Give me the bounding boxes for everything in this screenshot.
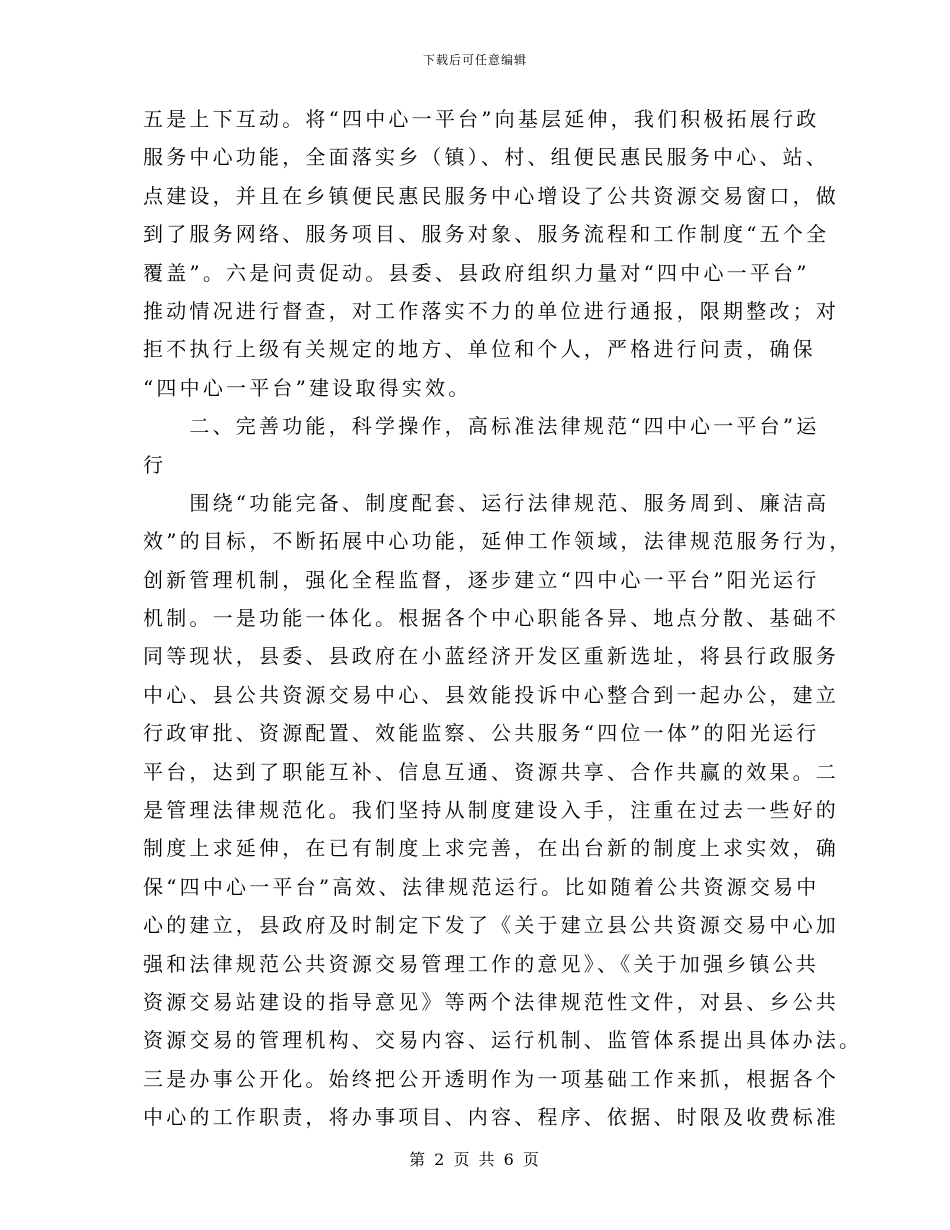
text-line: 平台，达到了职能互补、信息互通、资源共享、合作共赢的效果。二 [143,759,839,784]
text-line: 到了服务网络、服务项目、服务对象、服务流程和工作制度“五个全 [143,222,830,247]
page-number-footer: 第 2 页 共 6 页 [409,1150,541,1169]
text-line: 创新管理机制，强化全程监督，逐步建立“四中心一平台”阳光运行 [143,567,820,592]
text-line: 行政审批、资源配置、效能监察、公共服务“四位一体”的阳光运行 [143,721,820,746]
text-line: 三是办事公开化。始终把公开透明作为一项基础工作来抓，根据各个 [143,1066,839,1091]
page-header-note: 下载后可任意编辑 [422,53,527,67]
text-line: 围绕“功能完备、制度配套、运行法律规范、服务周到、廉洁高 [143,490,830,515]
text-line: 中心的工作职责，将办事项目、内容、程序、依据、时限及收费标准 [143,1105,839,1130]
text-line: 资源交易的管理机构、交易内容、运行机制、监管体系提出具体办法。 [143,1028,863,1053]
text-line: 心的建立，县政府及时制定下发了《关于建立县公共资源交易中心加 [143,913,839,938]
text-line: 覆盖”。六是问责促动。县委、县政府组织力量对“四中心一平台” [143,260,810,285]
body-text [143,100,863,1137]
text-line: 五是上下互动。将“四中心一平台”向基层延伸，我们积极拓展行政 [143,107,820,131]
text-line: 服务中心功能，全面落实乡（镇）、村、组便民惠民服务中心、站、 [143,145,829,170]
text-line: 同等现状，县委、县政府在小蓝经济开发区重新选址，将县行政服务 [143,644,839,669]
text-line: 制度上求延伸，在已有制度上求完善，在出台新的制度上求实效，确 [143,836,839,861]
text-line: 拒不执行上级有关规定的地方、单位和个人，严格进行问责，确保 [143,337,816,362]
text-line: 强和法律规范公共资源交易管理工作的意见》、《关于加强乡镇公共 [143,951,819,976]
text-line: 效”的目标，不断拓展中心功能，延伸工作领域，法律规范服务行为， [143,529,853,554]
section-heading-line: 二、完善功能，科学操作，高标准法律规范“四中心一平台”运 [143,414,820,439]
text-line: 保“四中心一平台”高效、法律规范运行。比如随着公共资源交易中 [143,874,820,899]
text-line: 推动情况进行督查，对工作落实不力的单位进行通报，限期整改；对 [143,298,839,323]
text-line: “四中心一平台”建设取得实效。 [143,375,472,400]
text-line: 机制。一是功能一体化。根据各个中心职能各异、地点分散、基础不 [143,606,839,631]
text-line: 资源交易站建设的指导意见》等两个法律规范性文件，对县、乡公共 [143,989,839,1014]
text-line: 中心、县公共资源交易中心、县效能投诉中心整合到一起办公，建立 [143,682,839,707]
section-heading-line: 行 [143,452,167,477]
text-line: 是管理法律规范化。我们坚持从制度建设入手，注重在过去一些好的 [143,798,839,823]
text-line: 点建设，并且在乡镇便民惠民服务中心增设了公共资源交易窗口，做 [143,183,839,208]
